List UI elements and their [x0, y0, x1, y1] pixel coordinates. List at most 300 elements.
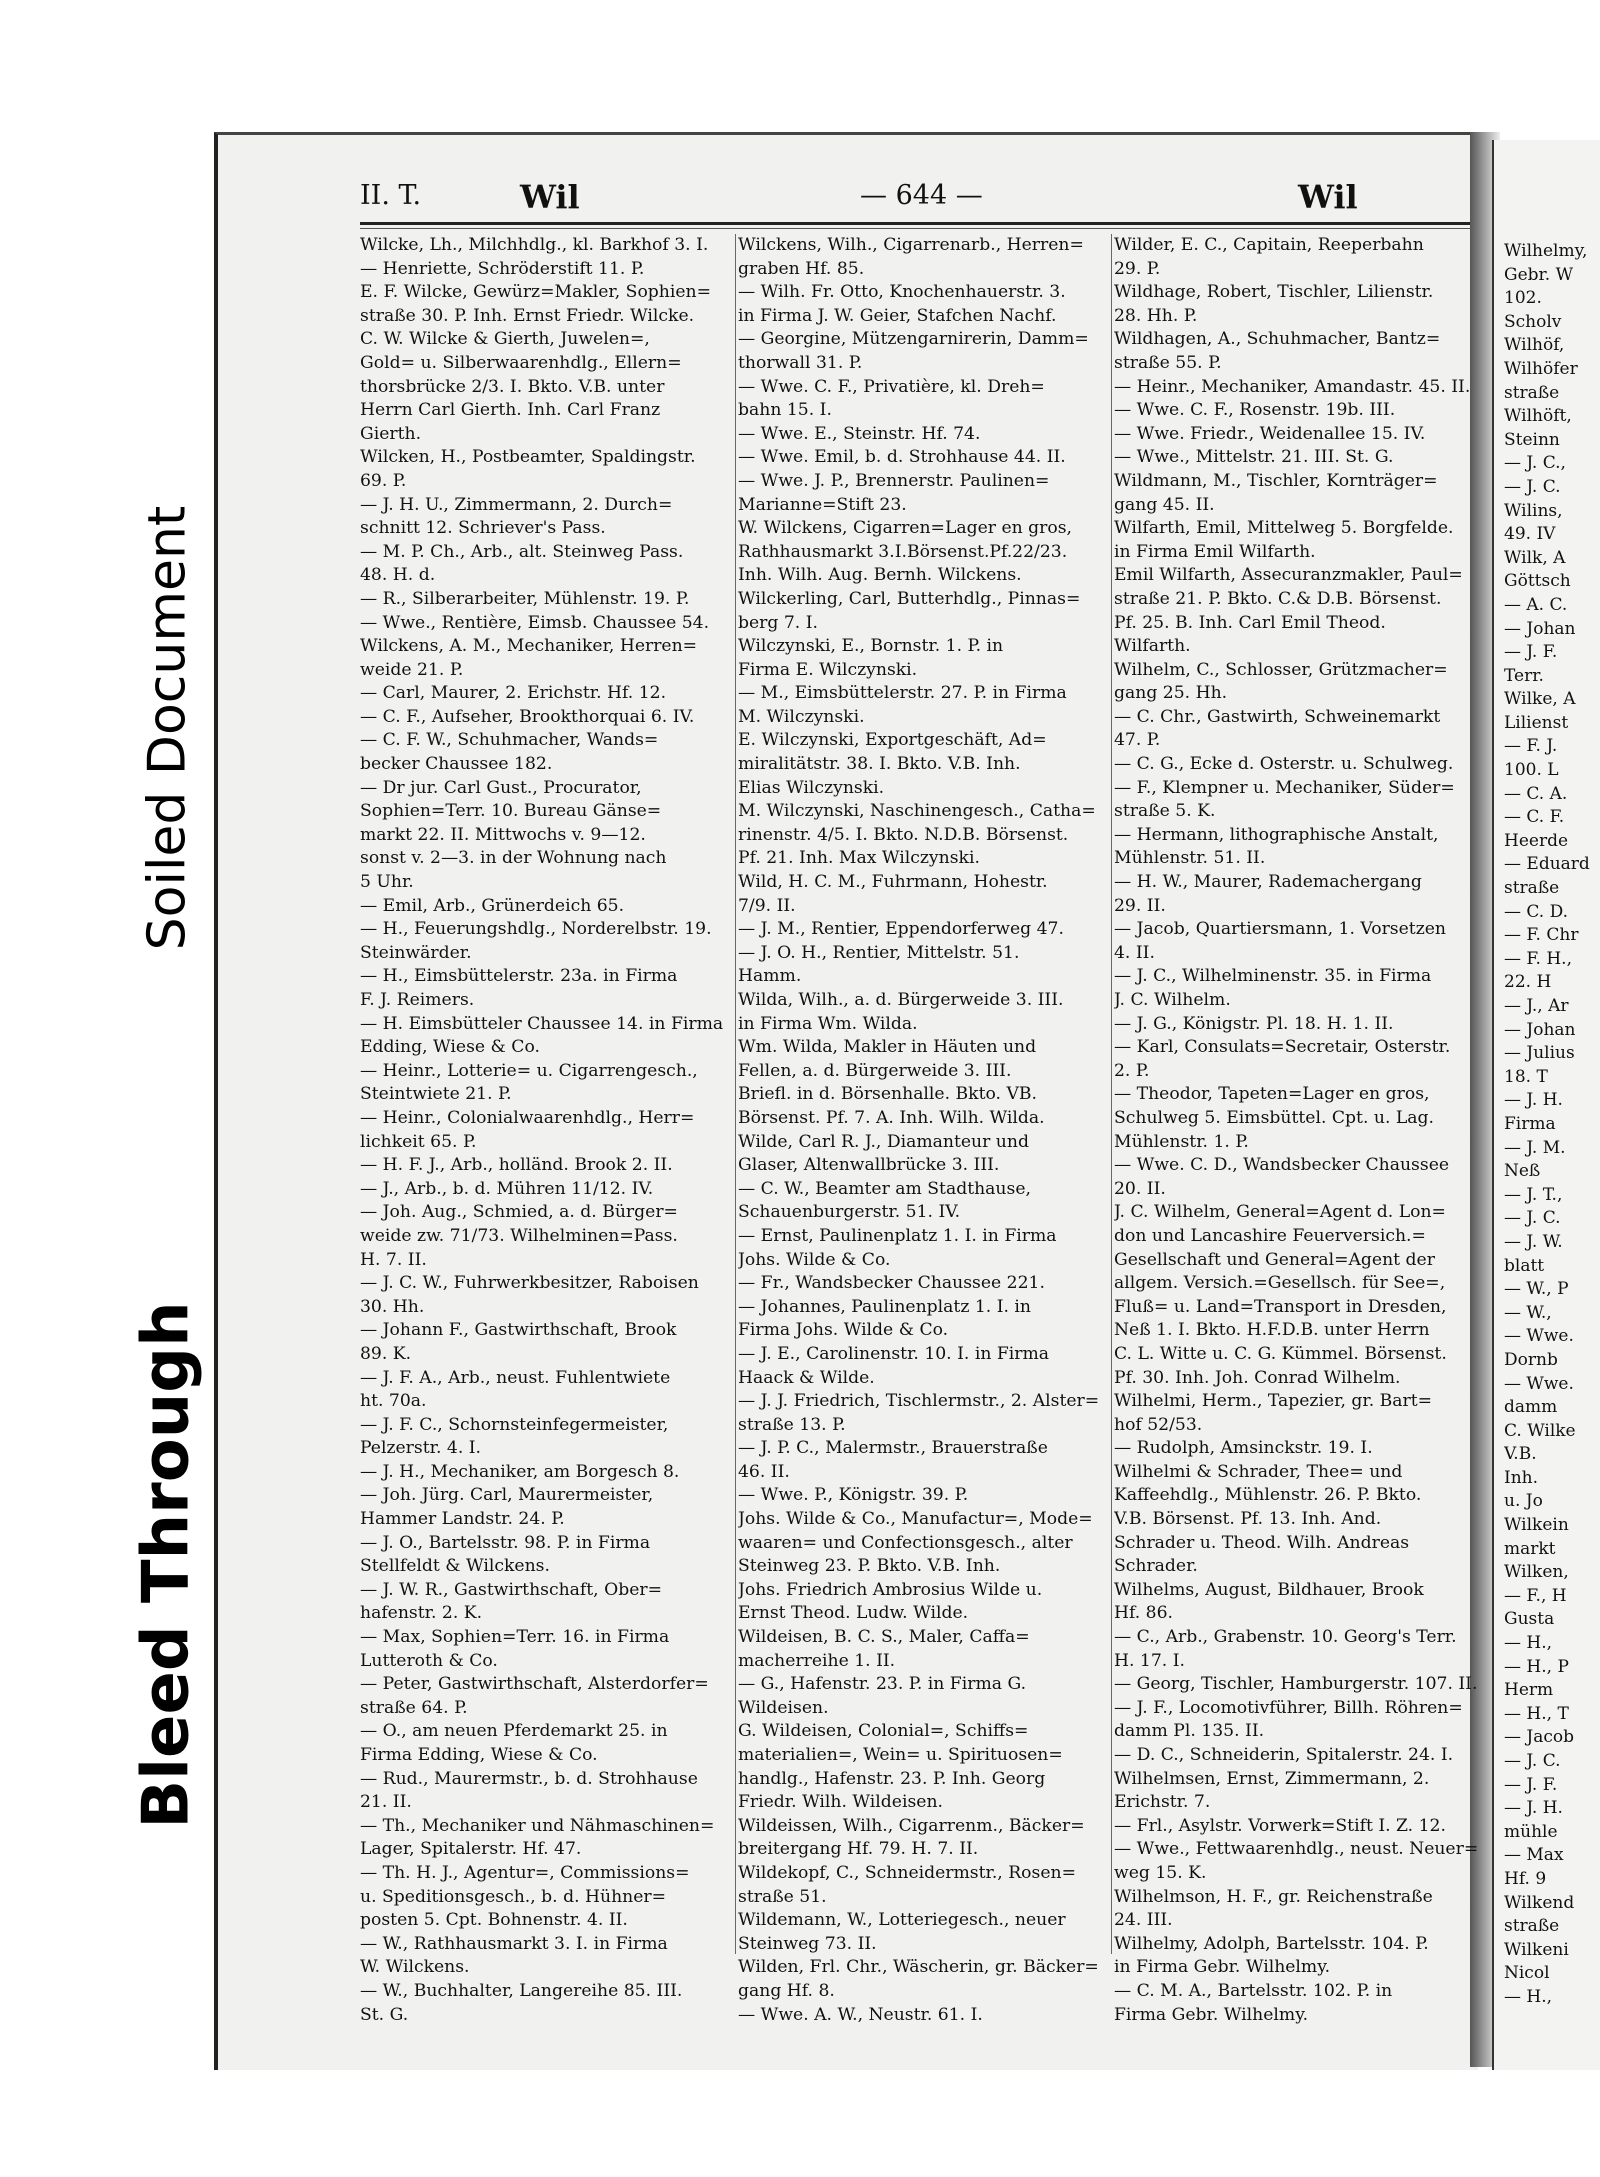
directory-line: — Dr jur. Carl Gust., Procurator,	[360, 777, 642, 798]
directory-line: — Wwe., Mittelstr. 21. III. St. G.	[1114, 447, 1394, 468]
directory-line: J. C. Wilhelm, General=Agent d. Lon=	[1114, 1202, 1446, 1223]
next-page-fragment: — H.,	[1504, 1633, 1553, 1654]
directory-line: Herrn Carl Gierth. Inh. Carl Franz	[360, 400, 661, 421]
next-page-fragment: — C. A.	[1504, 783, 1568, 804]
next-page-fragments	[1504, 240, 1600, 2010]
directory-line: in Firma Gebr. Wilhelmy.	[1114, 1957, 1331, 1978]
directory-line: — Frl., Asylstr. Vorwerk=Stift I. Z. 12.	[1114, 1815, 1446, 1836]
next-page-fragment: Wilke, A	[1504, 689, 1576, 710]
next-page-fragment: Inh.	[1504, 1467, 1539, 1488]
directory-line: gang 45. II.	[1114, 494, 1215, 515]
next-page-fragment: Hf. 9	[1504, 1868, 1547, 1889]
directory-line: — Heinr., Colonialwaarenhdlg., Herr=	[360, 1107, 695, 1128]
directory-line: schnitt 12. Schriever's Pass.	[360, 518, 606, 539]
directory-line: straße 64. P.	[360, 1697, 468, 1718]
directory-line: — M., Eimsbüttelerstr. 27. P. in Firma	[738, 683, 1067, 704]
directory-line: Friedr. Wilh. Wildeisen.	[738, 1792, 943, 1813]
directory-line: Wilhelmi, Herm., Tapezier, gr. Bart=	[1114, 1391, 1433, 1412]
directory-line: — J., Arb., b. d. Mühren 11/12. IV.	[360, 1178, 654, 1199]
directory-line: straße 51.	[738, 1886, 827, 1907]
directory-line: — H., Eimsbüttelerstr. 23a. in Firma	[360, 966, 678, 987]
next-page-fragment: Steinn	[1504, 429, 1560, 450]
directory-line: Gesellschaft und General=Agent der	[1114, 1249, 1435, 1270]
directory-line: — J. C., Wilhelminenstr. 35. in Firma	[1114, 966, 1432, 987]
directory-line: 7/9. II.	[738, 895, 796, 916]
next-page-fragment: Wilhöf,	[1504, 335, 1565, 356]
directory-line: 30. Hh.	[360, 1296, 425, 1317]
next-page-fragment: — J. C.,	[1504, 453, 1566, 474]
directory-line: sonst v. 2—3. in der Wohnung nach	[360, 848, 667, 869]
soiled-document-label: Soiled Document	[120, 440, 214, 1015]
directory-line: in Firma Emil Wilfarth.	[1114, 541, 1316, 562]
directory-line: 29. P.	[1114, 258, 1161, 279]
next-page-fragment: straße	[1504, 382, 1560, 403]
directory-line: F. J. Reimers.	[360, 990, 475, 1010]
directory-line: handlg., Hafenstr. 23. P. Inh. Georg	[738, 1768, 1046, 1789]
directory-line: Firma Edding, Wiese & Co.	[360, 1745, 598, 1765]
directory-line: Gold= u. Silberwaarenhdlg., Ellern=	[360, 352, 682, 373]
next-page-fragment: — J., Ar	[1504, 996, 1569, 1016]
directory-line: 29. II.	[1114, 895, 1166, 916]
directory-line: Sophien=Terr. 10. Bureau Gänse=	[360, 801, 662, 822]
directory-line: straße 55. P.	[1114, 352, 1222, 373]
directory-line: — H. F. J., Arb., holländ. Brook 2. II.	[360, 1155, 673, 1176]
next-page-fragment: V.B.	[1504, 1444, 1537, 1465]
directory-line: Wildeisen.	[738, 1697, 829, 1718]
next-page-fragment: — W.,	[1504, 1302, 1552, 1323]
next-page-fragment: Nicol	[1504, 1963, 1550, 1984]
directory-line: 89. K.	[360, 1343, 412, 1364]
directory-line: breitergang Hf. 79. H. 7. II.	[738, 1839, 979, 1860]
directory-line: Wildhage, Robert, Tischler, Lilienstr.	[1114, 282, 1434, 303]
directory-line: Wildemann, W., Lotteriegesch., neuer	[738, 1910, 1066, 1931]
directory-line: — Johannes, Paulinenplatz 1. I. in	[738, 1296, 1031, 1317]
directory-line: weide zw. 71/73. Wilhelminen=Pass.	[360, 1225, 678, 1246]
column-divider	[735, 234, 736, 1954]
directory-line: straße 5. K.	[1114, 801, 1216, 822]
column-divider	[1111, 234, 1112, 1954]
directory-line: — Carl, Maurer, 2. Erichstr. Hf. 12.	[360, 683, 667, 704]
directory-line: — Wilh. Fr. Otto, Knochenhauerstr. 3.	[738, 282, 1066, 303]
next-page-fragment: — J. M.	[1504, 1137, 1566, 1158]
directory-line: — Th. H. J., Agentur=, Commissions=	[360, 1862, 690, 1883]
directory-line: C. W. Wilcke & Gierth, Juwelen=,	[360, 329, 650, 350]
next-page-edge	[1492, 140, 1600, 2070]
next-page-fragment: — J. C.	[1504, 1208, 1561, 1229]
next-page-fragment: Göttsch	[1504, 571, 1571, 592]
directory-line: Steintwiete 21. P.	[360, 1084, 512, 1105]
directory-line: — C. F. W., Schuhmacher, Wands=	[360, 730, 659, 751]
next-page-fragment: Wilins,	[1504, 500, 1563, 521]
directory-line: — H. W., Maurer, Rademachergang	[1114, 872, 1422, 893]
directory-line: Wilda, Wilh., a. d. Bürgerweide 3. III.	[738, 990, 1064, 1010]
directory-line: posten 5. Cpt. Bohnenstr. 4. II.	[360, 1910, 628, 1931]
directory-line: — J. G., Königstr. Pl. 18. H. 1. II.	[1114, 1013, 1394, 1034]
directory-line: — D. C., Schneiderin, Spitalerstr. 24. I.	[1114, 1745, 1454, 1765]
directory-line: — W., Rathhausmarkt 3. I. in Firma	[360, 1933, 668, 1954]
directory-line: Firma Johs. Wilde & Co.	[738, 1320, 949, 1341]
directory-line: — J. W. R., Gastwirthschaft, Ober=	[360, 1579, 662, 1600]
next-page-fragment: — J. T.,	[1504, 1184, 1563, 1205]
next-page-fragment: C. Wilke	[1504, 1420, 1576, 1441]
directory-line: J. C. Wilhelm.	[1114, 990, 1231, 1010]
next-page-fragment: — F. J.	[1504, 736, 1558, 757]
directory-line: — Wwe. J. P., Brennerstr. Paulinen=	[738, 470, 1050, 491]
next-page-fragment: Dornb	[1504, 1349, 1558, 1370]
directory-line: Ernst Theod. Ludw. Wilde.	[738, 1603, 969, 1624]
next-page-fragment: Firma	[1504, 1113, 1556, 1134]
directory-line: Briefl. in d. Börsenhalle. Bkto. VB.	[738, 1084, 1037, 1105]
directory-line: Elias Wilczynski.	[738, 777, 885, 798]
directory-line: — Wwe. C. F., Privatière, kl. Dreh=	[738, 376, 1045, 397]
directory-line: 4. II.	[1114, 942, 1155, 963]
directory-line: — Theodor, Tapeten=Lager en gros,	[1114, 1084, 1430, 1105]
bleed-through-label: Bleed Through	[120, 1050, 214, 2080]
directory-column-2	[738, 234, 1110, 2027]
next-page-fragment: Heerde	[1504, 830, 1569, 851]
next-page-fragment: Wilhöft,	[1504, 406, 1572, 427]
directory-line: Edding, Wiese & Co.	[360, 1037, 540, 1058]
header-keyword-right: Wil	[1298, 178, 1358, 216]
directory-line: — J. P. C., Malermstr., Brauerstraße	[738, 1438, 1048, 1459]
directory-line: Pelzerstr. 4. I.	[360, 1438, 481, 1459]
directory-line: Börsenst. Pf. 7. A. Inh. Wilh. Wilda.	[738, 1107, 1045, 1128]
directory-line: — Peter, Gastwirthschaft, Alsterdorfer=	[360, 1674, 709, 1695]
directory-line: G. Wildeisen, Colonial=, Schiffs=	[738, 1721, 1029, 1742]
directory-line: Schrader.	[1114, 1556, 1198, 1577]
directory-line: hof 52/53.	[1114, 1414, 1203, 1435]
directory-line: — J. O. H., Rentier, Mittelstr. 51.	[738, 942, 1020, 963]
directory-line: Schulweg 5. Eimsbüttel. Cpt. u. Lag.	[1114, 1107, 1434, 1128]
next-page-fragment: — Julius	[1504, 1043, 1575, 1064]
directory-line: thorsbrücke 2/3. I. Bkto. V.B. unter	[360, 376, 665, 397]
directory-line: Wildmann, M., Tischler, Kornträger=	[1114, 470, 1438, 491]
next-page-fragment: 22. H	[1504, 972, 1552, 993]
directory-line: weide 21. P.	[360, 659, 464, 680]
directory-line: Wildekopf, C., Schneidermstr., Rosen=	[738, 1862, 1076, 1883]
next-page-fragment: — F. Chr	[1504, 925, 1579, 946]
directory-line: — O., am neuen Pferdemarkt 25. in	[360, 1721, 668, 1742]
next-page-fragment: — J. W.	[1504, 1231, 1563, 1252]
directory-line: — Wwe. A. W., Neustr. 61. I.	[738, 2004, 983, 2025]
page-header	[360, 180, 1470, 220]
directory-line: — W., Buchhalter, Langereihe 85. III.	[360, 1980, 683, 2001]
directory-line: ht. 70a.	[360, 1391, 427, 1412]
directory-line: V.B. Börsenst. Pf. 13. Inh. And.	[1114, 1509, 1382, 1530]
next-page-fragment: — Max	[1504, 1845, 1564, 1866]
next-page-fragment: Terr.	[1504, 665, 1544, 686]
next-page-fragment: damm	[1504, 1397, 1558, 1418]
next-page-fragment: — A. C.	[1504, 594, 1568, 615]
next-page-fragment: Wilken,	[1504, 1562, 1569, 1583]
directory-line: berg 7. I.	[738, 612, 818, 633]
directory-line: Wilhelm, C., Schlosser, Grützmacher=	[1114, 659, 1448, 680]
next-page-fragment: straße	[1504, 878, 1560, 899]
directory-line: M. Wilczynski, Naschinengesch., Catha=	[738, 801, 1096, 822]
next-page-fragment: — C. D.	[1504, 901, 1569, 922]
directory-line: markt 22. II. Mittwochs v. 9—12.	[360, 824, 646, 845]
next-page-fragment: Wilhöfer	[1504, 358, 1578, 379]
directory-line: allgem. Versich.=Gesellsch. für See=,	[1114, 1273, 1446, 1294]
directory-line: — H., Feuerungshdlg., Norderelbstr. 19.	[360, 919, 712, 940]
next-page-fragment: Wilkeni	[1504, 1939, 1569, 1960]
next-page-fragment: Wilk, A	[1504, 547, 1566, 568]
directory-line: Steinweg 23. P. Bkto. V.B. Inh.	[738, 1556, 1001, 1577]
next-page-fragment: — H., P	[1504, 1656, 1569, 1677]
directory-line: Wilckens, Wilh., Cigarrenarb., Herren=	[738, 235, 1084, 255]
next-page-fragment: Wilkend	[1504, 1892, 1575, 1913]
directory-line: — J. J. Friedrich, Tischlermstr., 2. Alster=	[738, 1391, 1100, 1412]
next-page-fragment: Herm	[1504, 1680, 1554, 1701]
next-page-fragment: — J. H.	[1504, 1090, 1563, 1111]
next-page-fragment: Gebr. W	[1504, 264, 1574, 285]
directory-line: Wilhelmson, H. F., gr. Reichenstraße	[1114, 1886, 1433, 1907]
directory-line: Lager, Spitalerstr. Hf. 47.	[360, 1839, 582, 1860]
directory-line: — Max, Sophien=Terr. 16. in Firma	[360, 1627, 670, 1648]
directory-line: Neß 1. I. Bkto. H.F.D.B. unter Herrn	[1114, 1320, 1430, 1341]
section-marker: II. T.	[360, 180, 422, 211]
directory-line: Wild, H. C. M., Fuhrmann, Hohestr.	[738, 872, 1048, 893]
directory-line: Wilcken, H., Postbeamter, Spaldingstr.	[360, 447, 696, 468]
directory-line: lichkeit 65. P.	[360, 1131, 477, 1152]
next-page-fragment: straße	[1504, 1916, 1560, 1937]
next-page-fragment: — J. C.	[1504, 1751, 1561, 1771]
directory-line: straße 30. P. Inh. Ernst Friedr. Wilcke.	[360, 305, 695, 326]
directory-line: Haack & Wilde.	[738, 1367, 875, 1388]
directory-line: — C. G., Ecke d. Osterstr. u. Schulweg.	[1114, 754, 1454, 775]
directory-line: in Firma J. W. Geier, Stafchen Nachf.	[738, 305, 1057, 326]
directory-line: — F., Klempner u. Mechaniker, Süder=	[1114, 777, 1455, 798]
directory-line: — Th., Mechaniker und Nähmaschinen=	[360, 1815, 715, 1836]
directory-line: Wilckerling, Carl, Butterhdlg., Pinnas=	[738, 588, 1081, 609]
directory-line: — J. O., Bartelsstr. 98. P. in Firma	[360, 1532, 651, 1553]
next-page-fragment: — J. F.	[1504, 642, 1558, 663]
directory-line: — H. Eimsbütteler Chaussee 14. in Firma	[360, 1013, 724, 1034]
directory-line: — M. P. Ch., Arb., alt. Steinweg Pass.	[360, 541, 684, 562]
directory-line: 5 Uhr.	[360, 872, 414, 893]
next-page-fragment: markt	[1504, 1538, 1556, 1559]
directory-line: — Fr., Wandsbecker Chaussee 221.	[738, 1273, 1045, 1294]
directory-line: — Wwe. Friedr., Weidenallee 15. IV.	[1114, 423, 1426, 444]
directory-line: thorwall 31. P.	[738, 352, 863, 373]
directory-line: Johs. Friedrich Ambrosius Wilde u.	[738, 1579, 1043, 1600]
directory-line: E. Wilczynski, Exportgeschäft, Ad=	[738, 730, 1047, 751]
directory-line: — C. M. A., Bartelsstr. 102. P. in	[1114, 1980, 1393, 2001]
directory-line: graben Hf. 85.	[738, 258, 865, 279]
directory-line: — Georgine, Mützengarnirerin, Damm=	[738, 329, 1089, 350]
directory-line: u. Speditionsgesch., b. d. Hühner=	[360, 1886, 667, 1907]
next-page-fragment: Lilienst	[1504, 712, 1569, 733]
directory-column-1	[360, 234, 732, 2027]
directory-line: Schrader u. Theod. Wilh. Andreas	[1114, 1532, 1410, 1553]
directory-line: Pf. 30. Inh. Joh. Conrad Wilhelm.	[1114, 1367, 1401, 1388]
directory-line: 21. II.	[360, 1792, 412, 1813]
directory-line: — Rud., Maurermstr., b. d. Strohhause	[360, 1768, 698, 1789]
directory-line: — Wwe. E., Steinstr. Hf. 74.	[738, 423, 981, 444]
next-page-fragment: — J. F.	[1504, 1774, 1558, 1795]
directory-line: Wilckens, A. M., Mechaniker, Herren=	[360, 636, 698, 657]
next-page-fragment: Wilhelmy,	[1504, 241, 1588, 261]
directory-line: damm Pl. 135. II.	[1114, 1721, 1265, 1742]
directory-line: Wildeissen, Wilh., Cigarrenm., Bäcker=	[738, 1815, 1085, 1836]
next-page-fragment: 102.	[1504, 288, 1542, 309]
directory-line: Kaffeehdlg., Mühlenstr. 26. P. Bkto.	[1114, 1485, 1422, 1506]
next-page-fragment: Wilkein	[1504, 1515, 1569, 1536]
directory-line: — Wwe. Emil, b. d. Strohhause 44. II.	[738, 447, 1066, 468]
page-number: — 644 —	[860, 180, 983, 211]
directory-line: — C., Arb., Grabenstr. 10. Georg's Terr.	[1114, 1627, 1457, 1648]
directory-line: Firma Gebr. Wilhelmy.	[1114, 2004, 1309, 2025]
directory-line: — C. Chr., Gastwirth, Schweinemarkt	[1114, 706, 1441, 727]
directory-line: Fluß= u. Land=Transport in Dresden,	[1114, 1296, 1447, 1317]
directory-line: — J. F. C., Schornsteinfegermeister,	[360, 1414, 669, 1435]
directory-line: — Emil, Arb., Grünerdeich 65.	[360, 895, 625, 916]
directory-line: miralitätstr. 38. I. Bkto. V.B. Inh.	[738, 754, 1021, 775]
directory-line: — J. C. W., Fuhrwerkbesitzer, Raboisen	[360, 1273, 699, 1294]
directory-line: — Wwe. C. D., Wandsbecker Chaussee	[1114, 1155, 1450, 1176]
next-page-fragment: — F., H	[1504, 1585, 1567, 1606]
directory-line: — J. F. A., Arb., neust. Fuhlentwiete	[360, 1367, 671, 1388]
directory-line: — Wwe., Fettwaarenhdlg., neust. Neuer=	[1114, 1839, 1479, 1860]
directory-line: Mühlenstr. 1. P.	[1114, 1131, 1249, 1152]
directory-line: — Wwe., Rentière, Eimsb. Chaussee 54.	[360, 612, 710, 633]
directory-line: 46. II.	[738, 1461, 790, 1482]
directory-line: Pf. 25. B. Inh. Carl Emil Theod.	[1114, 612, 1386, 633]
directory-line: Wilcke, Lh., Milchhdlg., kl. Barkhof 3. I.	[360, 235, 709, 255]
directory-line: M. Wilczynski.	[738, 706, 865, 727]
next-page-fragment: 49. IV	[1504, 524, 1556, 545]
directory-line: — Jacob, Quartiersmann, 1. Vorsetzen	[1114, 919, 1446, 940]
directory-line: bahn 15. I.	[738, 400, 832, 421]
directory-line: W. Wilckens, Cigarren=Lager en gros,	[738, 518, 1073, 539]
directory-line: Johs. Wilde & Co., Manufactur=, Mode=	[738, 1509, 1093, 1530]
next-page-fragment: blatt	[1504, 1255, 1545, 1276]
next-page-fragment: 100. L	[1504, 760, 1559, 781]
directory-line: — Karl, Consulats=Secretair, Osterstr.	[1114, 1037, 1451, 1058]
directory-line: — J. H., Mechaniker, am Borgesch 8.	[360, 1461, 680, 1482]
directory-line: Rathhausmarkt 3.I.Börsenst.Pf.22/23.	[738, 541, 1068, 562]
next-page-fragment: — Johan	[1504, 1019, 1576, 1040]
next-page-fragment: — J. C.	[1504, 476, 1561, 497]
next-page-fragment: — C. F.	[1504, 807, 1565, 828]
directory-line: Wilden, Frl. Chr., Wäscherin, gr. Bäcker=	[738, 1957, 1099, 1978]
next-page-fragment: mühle	[1504, 1821, 1558, 1842]
directory-line: Pf. 21. Inh. Max Wilczynski.	[738, 848, 980, 869]
next-page-fragment: Gusta	[1504, 1609, 1555, 1630]
directory-line: — Johann F., Gastwirthschaft, Brook	[360, 1320, 677, 1341]
directory-line: Wildeisen, B. C. S., Maler, Caffa=	[738, 1627, 1030, 1648]
directory-line: Hammer Landstr. 24. P.	[360, 1509, 565, 1530]
directory-line: Wilfarth, Emil, Mittelweg 5. Borgfelde.	[1114, 518, 1454, 539]
directory-line: Hamm.	[738, 966, 802, 987]
next-page-fragment: — W., P	[1504, 1279, 1569, 1300]
directory-line: straße 21. P. Bkto. C.& D.B. Börsenst.	[1114, 588, 1442, 609]
directory-line: Wilfarth.	[1114, 636, 1191, 657]
directory-line: Wilhelmi & Schrader, Thee= und	[1114, 1461, 1403, 1482]
directory-line: macherreihe 1. II.	[738, 1650, 896, 1671]
directory-line: Wilder, E. C., Capitain, Reeperbahn	[1114, 235, 1424, 255]
directory-line: Gierth.	[360, 423, 422, 444]
directory-line: Stellfeldt & Wilckens.	[360, 1556, 550, 1577]
directory-line: Steinwärder.	[360, 942, 472, 963]
directory-line: Emil Wilfarth, Assecuranzmakler, Paul=	[1114, 565, 1463, 586]
directory-line: C. L. Witte u. C. G. Kümmel. Börsenst.	[1114, 1343, 1447, 1364]
directory-line: St. G.	[360, 2004, 409, 2025]
directory-line: weg 15. K.	[1114, 1862, 1207, 1883]
directory-line: — Wwe. C. F., Rosenstr. 19b. III.	[1114, 400, 1396, 421]
directory-line: — Joh. Aug., Schmied, a. d. Bürger=	[360, 1202, 678, 1223]
directory-line: Wilhelmy, Adolph, Bartelsstr. 104. P.	[1114, 1933, 1429, 1954]
next-page-fragment: — H., T	[1504, 1703, 1569, 1724]
directory-line: — Georg, Tischler, Hamburgerstr. 107. II.	[1114, 1674, 1478, 1695]
directory-line: becker Chaussee 182.	[360, 754, 553, 775]
directory-line: Hf. 86.	[1114, 1603, 1173, 1624]
directory-line: Inh. Wilh. Aug. Bernh. Wilckens.	[738, 565, 1022, 586]
directory-line: — C. F., Aufseher, Brookthorquai 6. IV.	[360, 706, 695, 727]
directory-line: — Wwe. P., Königstr. 39. P.	[738, 1485, 969, 1506]
directory-line: Wilhelmsen, Ernst, Zimmermann, 2.	[1114, 1768, 1430, 1789]
next-page-fragment: 18. T	[1504, 1066, 1548, 1087]
directory-line: — C. W., Beamter am Stadthause,	[738, 1178, 1031, 1199]
directory-line: — J. E., Carolinenstr. 10. I. in Firma	[738, 1343, 1050, 1364]
directory-line: — J. M., Rentier, Eppendorferweg 47.	[738, 919, 1064, 940]
next-page-fragment: — Wwe.	[1504, 1373, 1574, 1394]
directory-line: Wilczynski, E., Bornstr. 1. P. in	[738, 636, 1004, 657]
directory-line: straße 13. P.	[738, 1414, 846, 1435]
directory-line: 24. III.	[1114, 1910, 1173, 1931]
next-page-fragment: — F. H.,	[1504, 948, 1572, 969]
directory-line: rinenstr. 4/5. I. Bkto. N.D.B. Börsenst.	[738, 824, 1069, 845]
next-page-fragment: — Johan	[1504, 618, 1576, 639]
next-page-fragment: — Jacob	[1504, 1727, 1574, 1748]
directory-line: — Joh. Jürg. Carl, Maurermeister,	[360, 1485, 654, 1506]
directory-line: Mühlenstr. 51. II.	[1114, 848, 1266, 869]
directory-line: W. Wilckens.	[360, 1957, 470, 1978]
directory-line: waaren= und Confectionsgesch., alter	[738, 1532, 1073, 1553]
directory-line: in Firma Wm. Wilda.	[738, 1013, 918, 1034]
directory-line: Steinweg 73. II.	[738, 1933, 877, 1954]
directory-line: Wilde, Carl R. J., Diamanteur und	[738, 1131, 1029, 1152]
next-page-fragment: — Wwe.	[1504, 1326, 1574, 1347]
directory-line: don und Lancashire Feuerversich.=	[1114, 1225, 1426, 1246]
directory-line: 69. P.	[360, 470, 407, 491]
directory-line: — Ernst, Paulinenplatz 1. I. in Firma	[738, 1225, 1057, 1246]
directory-line: materialien=, Wein= u. Spirituosen=	[738, 1745, 1063, 1765]
directory-line: Firma E. Wilczynski.	[738, 659, 918, 680]
directory-line: Schauenburgerstr. 51. IV.	[738, 1202, 961, 1223]
directory-line: 48. H. d.	[360, 565, 436, 586]
directory-line: H. 17. I.	[1114, 1650, 1185, 1671]
directory-line: — Rudolph, Amsinckstr. 19. I.	[1114, 1438, 1373, 1459]
next-page-fragment: u. Jo	[1504, 1491, 1543, 1512]
next-page-fragment: — H.,	[1504, 1986, 1553, 2007]
directory-line: — R., Silberarbeiter, Mühlenstr. 19. P.	[360, 588, 690, 609]
directory-line: Glaser, Altenwallbrücke 3. III.	[738, 1155, 1000, 1176]
header-rule	[360, 222, 1470, 225]
directory-column-3	[1114, 234, 1486, 2027]
directory-line: — Henriette, Schröderstift 11. P.	[360, 258, 645, 279]
header-keyword-left: Wil	[520, 178, 580, 216]
directory-line: — Hermann, lithographische Anstalt,	[1114, 824, 1439, 845]
header-rule-thin	[360, 228, 1470, 229]
directory-line: — Heinr., Lotterie= u. Cigarrengesch.,	[360, 1060, 698, 1081]
directory-line: Marianne=Stift 23.	[738, 494, 907, 515]
next-page-fragment: Neß	[1504, 1161, 1541, 1182]
directory-line: — J. F., Locomotivführer, Billh. Röhren=	[1114, 1697, 1463, 1718]
directory-line: Wilhelms, August, Bildhauer, Brook	[1114, 1579, 1424, 1600]
directory-line: 2. P.	[1114, 1060, 1150, 1081]
directory-line: Wm. Wilda, Makler in Häuten und	[738, 1037, 1037, 1058]
